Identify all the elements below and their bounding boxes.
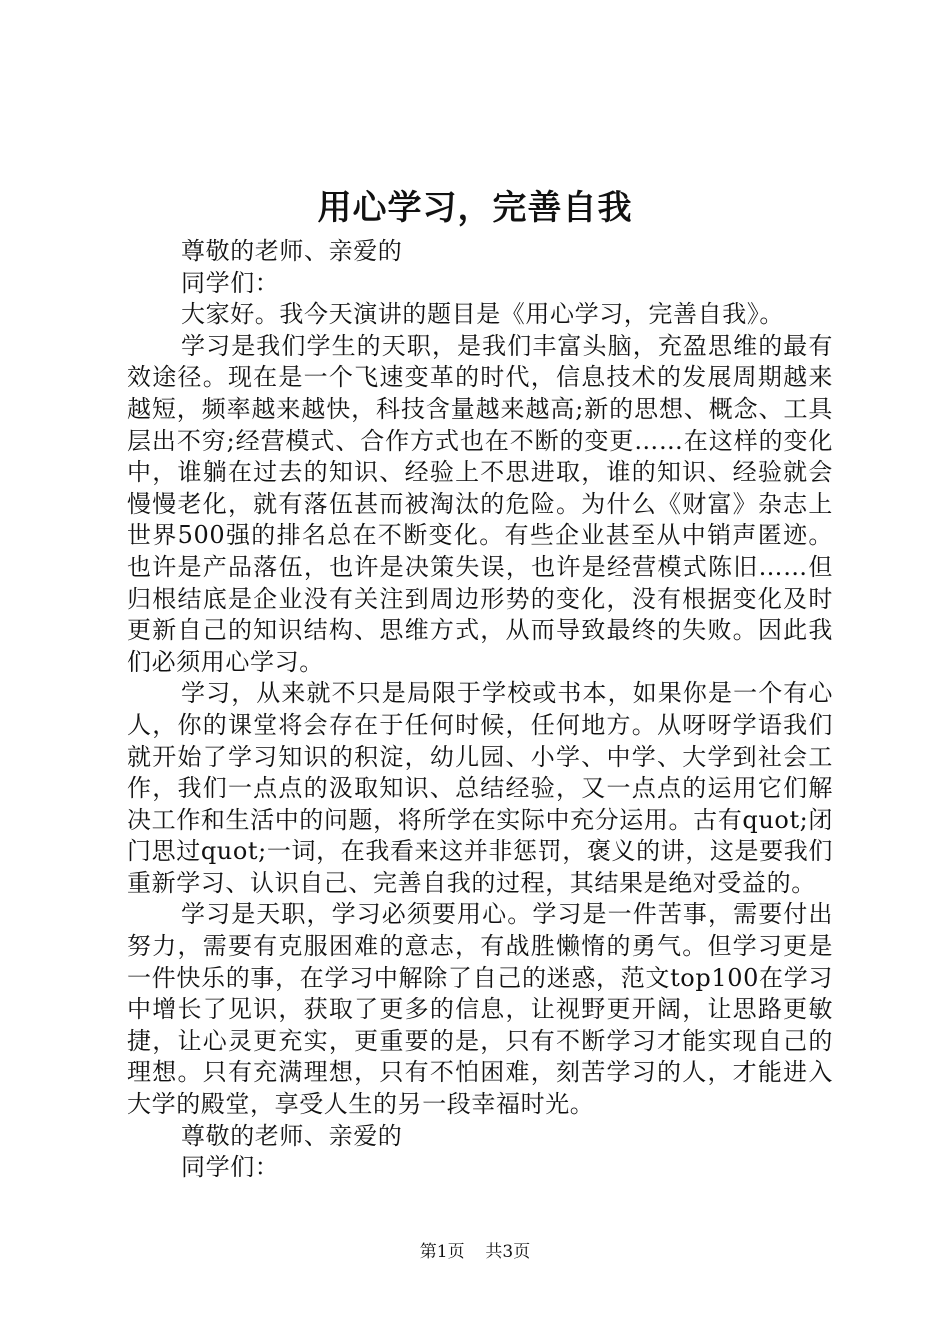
- closing-line-2: 同学们：: [181, 1153, 280, 1182]
- paragraph-1: 学习是我们学生的天职，是我们丰富头脑，充盈思维的最有效途径。现在是一个飞速变革的时代，信息技术的发展周期越来越短，频率越来越快，科技含量越来越高;新的思想、概念、工具层出不穷;经营模式、合作方式也在不断的变更……在这样的变化中，谁躺在过去的知识、经验上不思进取，谁的知识、经验就会慢慢老化，就有落伍甚而被淘汰的危险。为什么《财富》杂志上世界500强的排名总在不断变化。有些企业甚至从中销声匿迹。也许是产品落伍，也许是决策失误，也许是经营模式陈旧……但归根结底是企业没有关注到周边形势的变化，没有根据变化及时更新自己的知识结构、思维方式，从而导致最终的失败。因此我们必须用心学习。: [127, 331, 833, 676]
- page-footer: [0, 1240, 950, 1264]
- paragraph-3: 学习是天职，学习必须要用心。学习是一件苦事，需要付出努力，需要有克服困难的意志，有战胜懒惰的勇气。但学习更是一件快乐的事，在学习中解除了自己的迷惑，范文top100在学习中增长了见识，获取了更多的信息，让视野更开阔，让思路更敏捷，让心灵更充实，更重要的是，只有不断学习才能实现自己的理想。只有充满理想，只有不怕困难，刻苦学习的人，才能进入大学的殿堂，享受人生的另一段幸福时光。: [127, 900, 833, 1119]
- salutation-line-1: 尊敬的老师、亲爱的: [181, 237, 403, 265]
- closing-line-1: 尊敬的老师、亲爱的: [181, 1121, 403, 1150]
- page-number: 第1页: [419, 1242, 465, 1262]
- paragraph-2: 学习，从来就不只是局限于学校或书本，如果你是一个有心人，你的课堂将会存在于任何时候，任何地方。从呀呀学语我们就开始了学习知识的积淀，幼儿园、小学、中学、大学到社会工作，我们一点点的汲取知识、总结经验，又一点点的运用它们解决工作和生活中的问题，将所学在实际中充分运用。古有quot;闭门思过quot;一词，在我看来这并非惩罚，褒义的讲，这是要我们重新学习、认识自己、完善自我的过程，其结果是绝对受益的。: [127, 679, 833, 897]
- document-body: [127, 236, 833, 1184]
- salutation-line-2: 同学们：: [181, 268, 280, 297]
- page-total: 共3页: [485, 1242, 531, 1262]
- document-title: 用心学习，完善自我: [317, 188, 633, 228]
- paragraph-greeting: 大家好。我今天演讲的题目是《用心学习，完善自我》。: [181, 300, 784, 329]
